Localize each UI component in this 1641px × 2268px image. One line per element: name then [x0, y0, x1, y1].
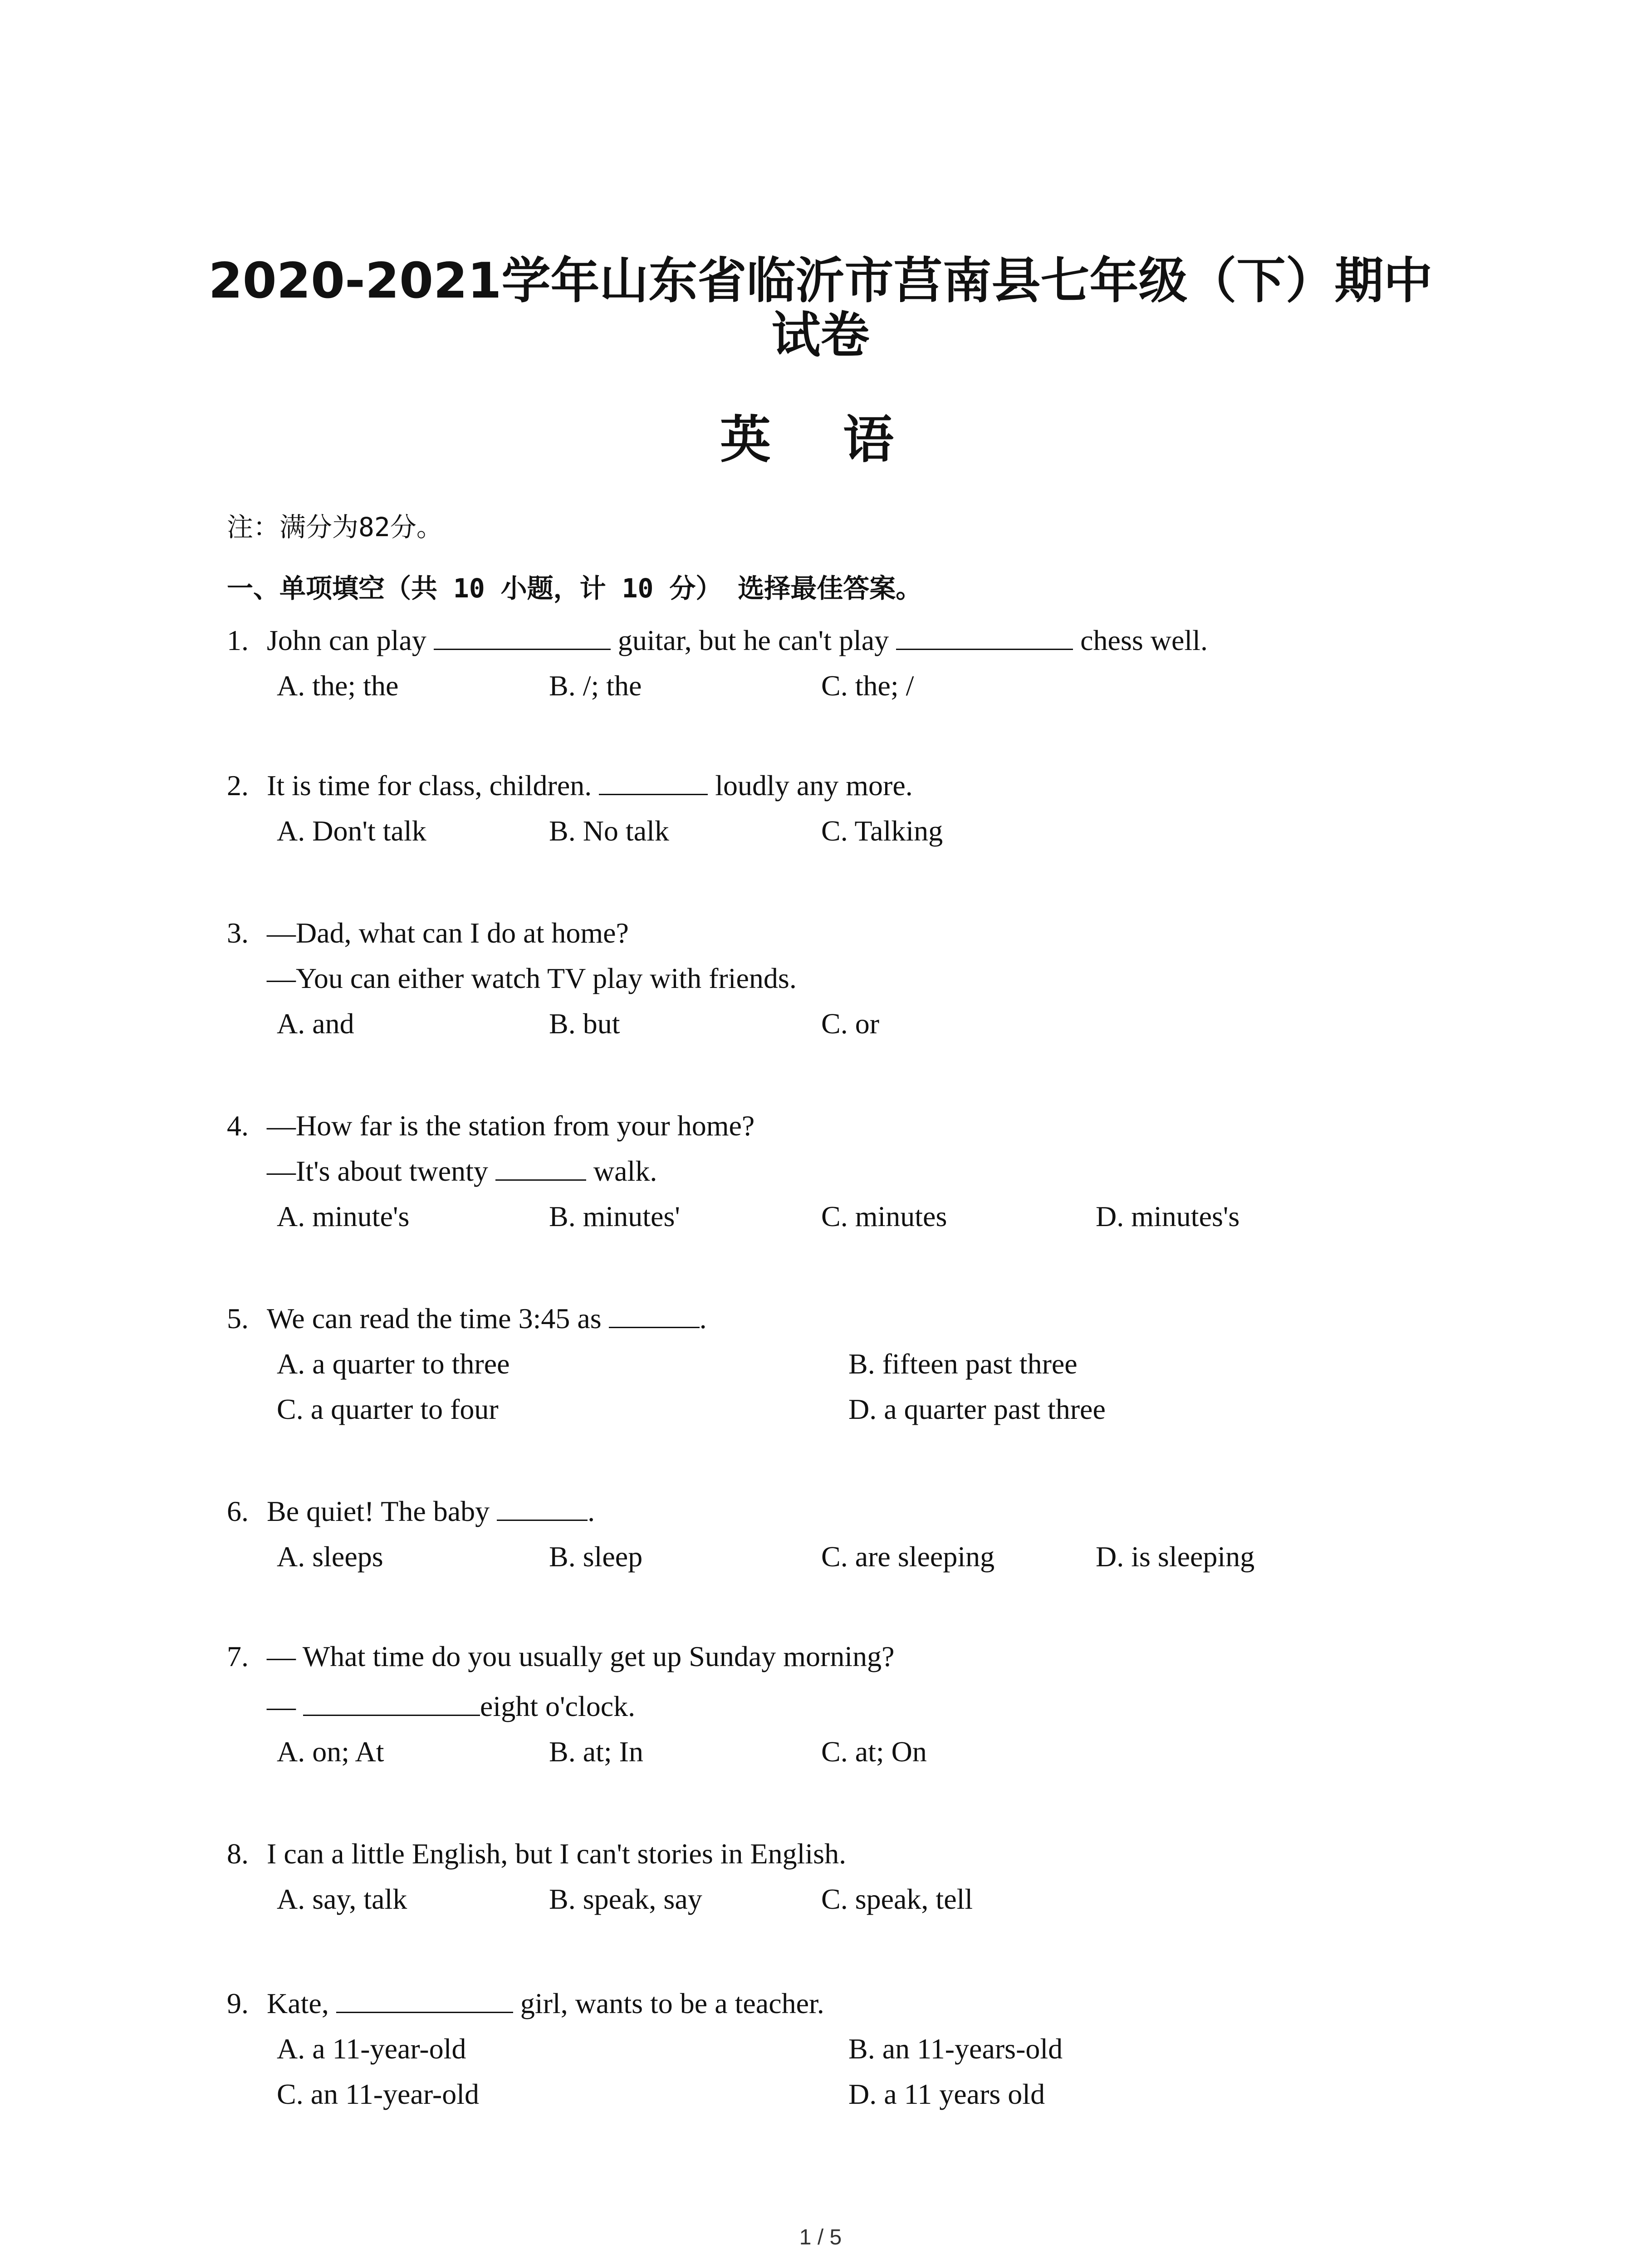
option-c: C. speak, tell [821, 1883, 973, 1915]
option-a: A. on; At [277, 1735, 384, 1768]
question-text: —How far is the station from your home? [267, 1110, 755, 1142]
question-6 [227, 1495, 595, 1528]
exam-title-line1: 2020-2021学年山东省临沂市莒南县七年级（下）期中 [208, 253, 1433, 309]
question-text: chess well. [1073, 624, 1208, 656]
subject-heading: 英 语 [720, 410, 921, 469]
option-a: A. say, talk [277, 1883, 407, 1915]
option-b: B. an 11-years-old [848, 2033, 1063, 2065]
option-c: C. minutes [821, 1200, 947, 1232]
option-a: A. and [277, 1007, 354, 1040]
question-text-line2 [267, 1690, 635, 1723]
option-d: D. a 11 years old [848, 2078, 1045, 2110]
question-7 [227, 1640, 895, 1673]
question-5 [227, 1302, 707, 1335]
option-a: A. a quarter to three [277, 1348, 510, 1380]
question-text: We can read the time 3:45 as [267, 1302, 609, 1334]
option-c: C. at; On [821, 1735, 927, 1768]
question-text: Be quiet! The baby [267, 1495, 497, 1527]
question-text: I can a little English, but I can't stories in English. [267, 1838, 847, 1870]
option-c: C. an 11-year-old [277, 2078, 479, 2110]
question-text: eight o'clock. [480, 1690, 636, 1722]
option-b: B. but [549, 1007, 620, 1040]
option-c: C. Talking [821, 815, 943, 847]
option-a: A. the; the [277, 670, 399, 702]
score-note: 注：满分为82分。 [227, 512, 443, 543]
question-text: —It's about twenty [267, 1155, 495, 1187]
option-a: A. a 11-year-old [277, 2033, 466, 2065]
question-9 [227, 1987, 824, 2020]
option-b: B. fifteen past three [848, 1348, 1078, 1380]
question-text: —Dad, what can I do at home? [267, 917, 629, 949]
option-d: D. minutes's [1096, 1200, 1240, 1232]
question-number: 1. [227, 624, 249, 656]
option-c: C. the; / [821, 670, 914, 702]
option-a: A. Don't talk [277, 815, 426, 847]
question-8 [227, 1837, 846, 1871]
page-number: 1 / 5 [799, 2225, 842, 2249]
question-number: 3. [227, 917, 249, 949]
answer-blank [303, 1691, 480, 1716]
option-c: C. or [821, 1007, 879, 1040]
question-1 [227, 624, 1208, 657]
answer-blank [609, 1303, 700, 1328]
option-b: B. at; In [549, 1735, 643, 1768]
option-d: D. is sleeping [1096, 1540, 1255, 1573]
option-b: B. speak, say [549, 1883, 702, 1915]
question-3 [227, 916, 629, 950]
answer-blank [495, 1156, 586, 1181]
question-text: girl, wants to be a teacher. [513, 1987, 824, 2019]
option-a: A. sleeps [277, 1540, 383, 1573]
answer-blank [336, 1988, 513, 2013]
answer-blank [599, 770, 708, 795]
question-text: John can play [267, 624, 434, 656]
section-heading: 一、单项填空（共 10 小题，计 10 分） 选择最佳答案。 [227, 573, 922, 604]
question-number: 7. [227, 1640, 249, 1672]
option-c: C. a quarter to four [277, 1393, 499, 1425]
answer-blank [497, 1496, 588, 1521]
question-4 [227, 1109, 754, 1143]
question-number: 9. [227, 1987, 249, 2019]
question-text: . [588, 1495, 595, 1527]
option-d: D. a quarter past three [848, 1393, 1106, 1425]
option-b: B. minutes' [549, 1200, 680, 1232]
question-text: . [699, 1302, 707, 1334]
answer-blank [434, 625, 611, 650]
exam-title-line2: 试卷 [771, 307, 870, 364]
question-text: Kate, [267, 1987, 336, 2019]
option-b: B. sleep [549, 1540, 643, 1573]
question-text: — What time do you usually get up Sunday morning? [267, 1640, 895, 1672]
question-number: 8. [227, 1838, 249, 1870]
question-text: walk. [586, 1155, 657, 1187]
option-a: A. minute's [277, 1200, 410, 1232]
question-text: It is time for class, children. [267, 769, 599, 802]
answer-blank [896, 625, 1073, 650]
option-b: B. /; the [549, 670, 642, 702]
question-text: guitar, but he can't play [610, 624, 896, 656]
question-2 [227, 769, 913, 802]
option-b: B. No talk [549, 815, 669, 847]
question-number: 6. [227, 1495, 249, 1527]
question-text: — [267, 1690, 303, 1722]
question-number: 4. [227, 1110, 249, 1142]
question-text: loudly any more. [708, 769, 913, 802]
question-text: —You can either watch TV play with friends. [267, 962, 797, 994]
question-number: 2. [227, 769, 249, 802]
option-c: C. are sleeping [821, 1540, 995, 1573]
question-number: 5. [227, 1302, 249, 1334]
question-text-line2 [267, 1154, 657, 1188]
